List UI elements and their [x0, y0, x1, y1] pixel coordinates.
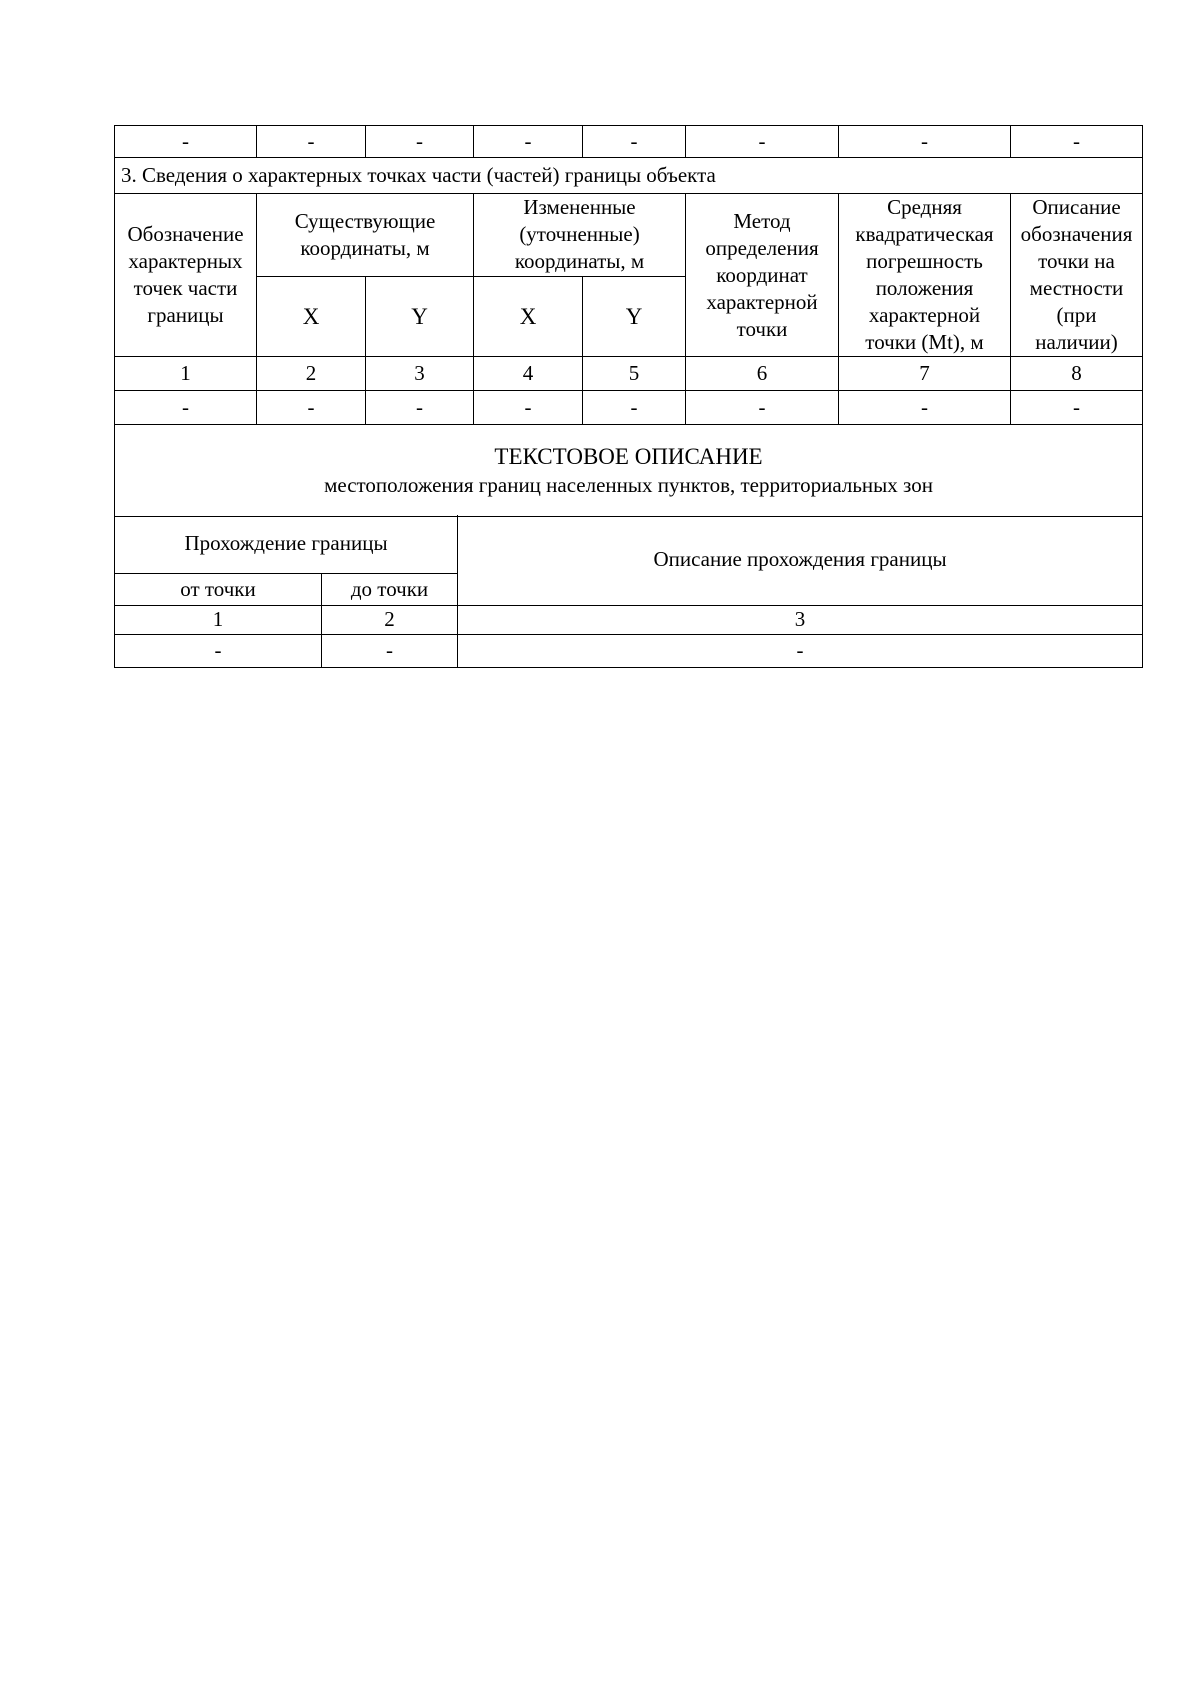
column-number: 7 — [839, 357, 1011, 391]
cell: - — [1011, 391, 1143, 425]
cell: - — [366, 391, 474, 425]
column-number: 6 — [686, 357, 839, 391]
characteristic-points-table — [114, 125, 1143, 517]
text-description-row — [115, 425, 1143, 517]
column-number: 8 — [1011, 357, 1143, 391]
header-from-point: от точки — [115, 573, 322, 605]
header-boundary-passage: Прохождение границы — [115, 515, 458, 573]
column-number: 1 — [115, 605, 322, 634]
header-error: Средняя квадратическая погрешность положения характерной точки (Mt), м — [839, 194, 1011, 357]
cell: - — [839, 391, 1011, 425]
boundary-numbers-row — [115, 605, 1143, 634]
cell: - — [458, 634, 1143, 667]
column-number: 2 — [322, 605, 458, 634]
cell: - — [257, 391, 366, 425]
header-description: Описание обозначения точки на местности (при наличии) — [1011, 194, 1143, 357]
column-number: 4 — [474, 357, 583, 391]
column-number: 1 — [115, 357, 257, 391]
column-number: 3 — [366, 357, 474, 391]
cell: - — [474, 126, 583, 158]
cell: - — [583, 126, 686, 158]
section-title: 3. Сведения о характерных точках части (частей) границы объекта — [115, 158, 1143, 194]
header-to-point: до точки — [322, 573, 458, 605]
boundary-data-row — [115, 634, 1143, 667]
top-dash-row — [115, 126, 1143, 158]
cell: - — [115, 634, 322, 667]
cell: - — [839, 126, 1011, 158]
header-method: Метод определения координат характерной точки — [686, 194, 839, 357]
column-number: 2 — [257, 357, 366, 391]
header-y-existing: Y — [366, 276, 474, 357]
boundary-passage-table — [114, 515, 1143, 668]
cell: - — [1011, 126, 1143, 158]
header-designation: Обозначение характерных точек части границы — [115, 194, 257, 357]
section-title-row — [115, 158, 1143, 194]
cell: - — [366, 126, 474, 158]
cell: - — [583, 391, 686, 425]
cell: - — [115, 391, 257, 425]
text-description-title: ТЕКСТОВОЕ ОПИСАНИЕ — [494, 443, 763, 469]
header-x-changed: X — [474, 276, 583, 357]
column-numbers-row — [115, 357, 1143, 391]
column-number: 3 — [458, 605, 1143, 634]
header-row-1 — [115, 194, 1143, 277]
data-row — [115, 391, 1143, 425]
cell: - — [686, 126, 839, 158]
cell: - — [257, 126, 366, 158]
text-description-heading — [115, 425, 1143, 517]
cell: - — [322, 634, 458, 667]
cell: - — [115, 126, 257, 158]
header-x-existing: X — [257, 276, 366, 357]
cell: - — [474, 391, 583, 425]
header-y-changed: Y — [583, 276, 686, 357]
header-existing-coords: Существующие координаты, м — [257, 194, 474, 277]
column-number: 5 — [583, 357, 686, 391]
header-changed-coords: Измененные (уточненные) координаты, м — [474, 194, 686, 277]
text-description-subtitle: местоположения границ населенных пунктов, территориальных зон — [324, 472, 933, 497]
boundary-header-row-1 — [115, 515, 1143, 573]
header-boundary-description: Описание прохождения границы — [458, 515, 1143, 605]
cell: - — [686, 391, 839, 425]
